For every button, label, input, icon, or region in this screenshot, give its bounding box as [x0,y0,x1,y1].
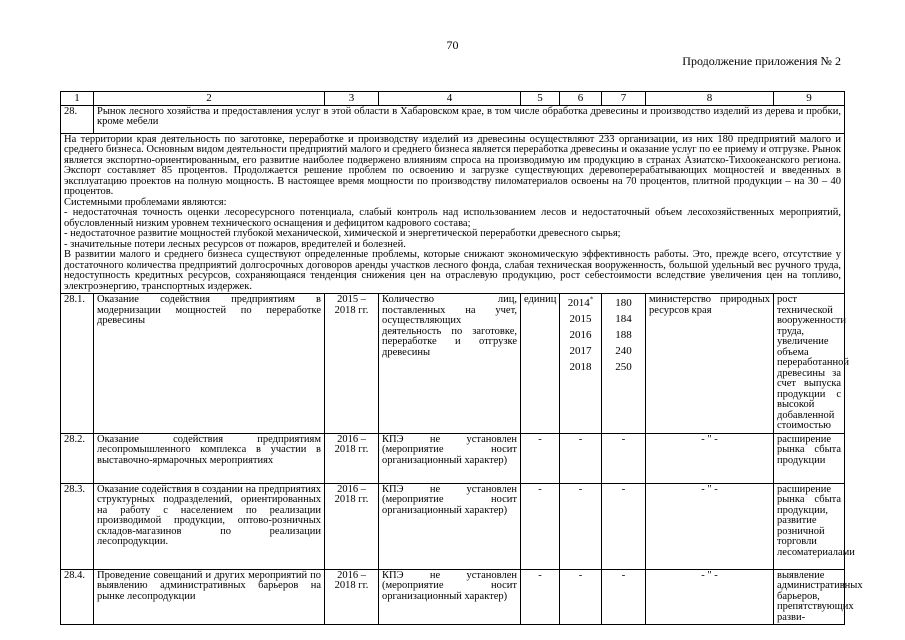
col-number: 4 [379,92,521,106]
row-result: выявление административных барьеров, препятствующих разви- [774,569,845,625]
row-indicator: КПЭ не установлен (мероприятие носит организационный характер) [379,569,521,625]
year-value: 2017 [569,345,592,357]
description-paragraph: На территории края деятельность по заготовке, переработке и производству изделий из древесины осуществляют 233 организации, из них 180 предприятий малого и среднего бизнеса. Основным видом деятельности предприятий малого и среднего бизнеса является переработка древесины и оказание услуг по ее приему и отгрузке. Рынок является экспортно-ориентированным, его развитие наиболее подвержено влияниям спроса на производимую им продукцию в странах Азиатско-Тихоокеанского региона. Экспорт составляет 85 процентов. Продолжается решение проблем по освоению и загрузке существующих деревоперерабатывающих мощностей и введенных в эксплуатацию проектов на полную мощность. В настоящее время мощности по производству пиломатериалов освоены на 70 процентов, плитной продукции – на 30 – 40 процентов. [64,133,841,197]
column-numbers-row [61,92,845,106]
row-number: 28.2. [61,433,94,483]
description-paragraph: В развитии малого и среднего бизнеса существуют определенные проблемы, которые снижают экономическую эффективность работы. Это, прежде всего, отсутствие у достаточного количества предприятий долгосрочных договоров аренды участков лесного фонда, слабая техническая вооруженность, большой удельный вес ручного труда, недоступность кредитных ресурсов, сохраняющаяся тенденция снижения цен на отраслевую продукцию, рост себестоимости вследствие увеличения цен на топливо, электроэнергию, транспортных издержек. [64,249,841,292]
indicator-value: 250 [615,361,632,373]
row-years [560,294,602,434]
indicator-value: 240 [615,345,632,357]
row-number: 28.1. [61,294,94,434]
row-responsible: - " - [646,483,774,569]
col-number: 1 [61,92,94,106]
row-period: 2016 – 2018 гг. [325,433,379,483]
row-values: - [602,433,646,483]
year-footnote: * [589,295,594,304]
row-years: - [560,569,602,625]
row-responsible: - " - [646,569,774,625]
row-unit: - [521,433,560,483]
year-value: 2015 [569,313,592,325]
description-paragraph: - недостаточная точность оценки лесоресурсного потенциала, слабый контроль над использованием лесов и недостаточный объем лесохозяйственных мероприятий, обусловленный низким уровнем технического оснащения и дефицитом кадрового состава; [64,207,841,229]
row-indicator: Количество лиц, поставленных на учет, осуществляющих деятельность по заготовке, переработке и отгрузке древесины [379,294,521,434]
col-number: 6 [560,92,602,106]
row-result: расширение рынка сбыта продукции [774,433,845,483]
col-number: 8 [646,92,774,106]
col-number: 7 [602,92,646,106]
row-period: 2016 – 2018 гг. [325,483,379,569]
description-paragraph: - недостаточное развитие мощностей глубокой механической, химической и энергетической переработки древесного сырья; [64,228,621,239]
section-title: Рынок лесного хозяйства и предоставления услуг в этой области в Хабаровском крае, в том числе обработка древесины и производство изделий из дерева и пробки, кроме мебели [94,105,845,133]
row-values: - [602,483,646,569]
table-row [61,294,845,434]
indicator-value: 184 [615,313,632,325]
row-indicator: КПЭ не установлен (мероприятие носит организационный характер) [379,483,521,569]
row-measure: Оказание содействия предприятиям в модернизации мощностей по переработке древесины [94,294,325,434]
indicator-value: 180 [615,297,632,309]
program-table [60,91,863,625]
section-row [61,105,845,133]
page-number: 70 [446,38,459,52]
row-result: рост технической вооруженности труда, увеличение объема переработанной древесины за счет выпуска продукции с высокой добавленной стоимостью [774,294,845,434]
section-number: 28. [61,105,94,133]
row-years: - [560,433,602,483]
row-unit: единиц [521,294,560,434]
year-value: 2018 [569,361,592,373]
year-cell [563,295,598,311]
row-period: 2016 – 2018 гг. [325,569,379,625]
indicator-value: 188 [615,329,632,341]
description-paragraph: Системными проблемами являются: [64,196,227,208]
appendix-note: Продолжение приложения № 2 [682,54,841,68]
row-measure: Оказание содействия в создании на предприятиях структурных подразделений, ориентированных на работу с населением по реализации производимой продукции, оптово-розничных складов-магазинов по реализации лесопродукции. [94,483,325,569]
row-unit: - [521,569,560,625]
year-value: 2014 [567,297,590,309]
table-row [61,483,845,569]
col-number: 3 [325,92,379,106]
row-responsible: министерство природных ресурсов края [646,294,774,434]
table-row [61,433,845,483]
row-measure: Оказание содействия предприятиям лесопромышленного комплекса в участии в выставочно-ярмарочных мероприятиях [94,433,325,483]
row-unit: - [521,483,560,569]
description-paragraph: - значительные потери лесных ресурсов от пожаров, вредителей и болезней. [64,238,406,250]
description-row [61,133,845,294]
row-measure: Проведение совещаний и других мероприятий по выявлению административных барьеров на рынке лесопродукции [94,569,325,625]
section-description [61,133,845,294]
year-value: 2016 [569,329,592,341]
col-number: 2 [94,92,325,106]
row-indicator: КПЭ не установлен (мероприятие носит организационный характер) [379,433,521,483]
col-number: 5 [521,92,560,106]
row-responsible: - " - [646,433,774,483]
row-number: 28.4. [61,569,94,625]
row-years: - [560,483,602,569]
row-number: 28.3. [61,483,94,569]
row-result: расширение рынка сбыта продукции, развитие розничной торговли лесоматериалами [774,483,845,569]
table-row [61,569,845,625]
row-period: 2015 – 2018 гг. [325,294,379,434]
row-values: - [602,569,646,625]
row-values [602,294,646,434]
col-number: 9 [774,92,845,106]
